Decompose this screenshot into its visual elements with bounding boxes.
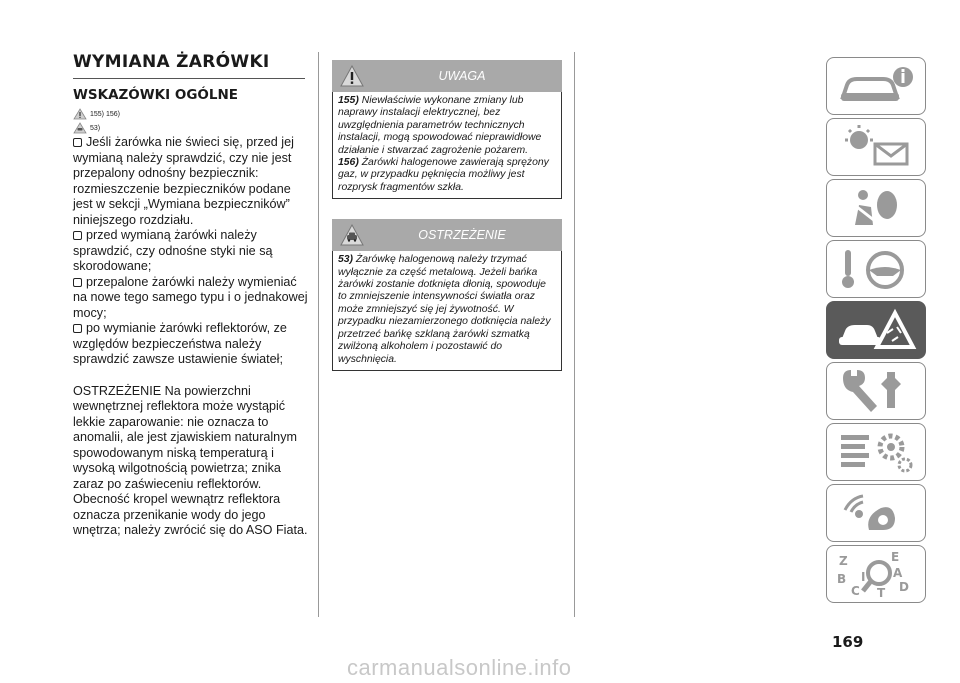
paragraph-text: po wymianie żarówki reflektorów, ze względów bezpieczeństwa należy sprawdzić zawsze ustawienie świateł;	[73, 321, 287, 366]
warning-box-body	[332, 92, 562, 199]
chapter-tabs	[826, 57, 930, 606]
section-subtitle: WSKAZÓWKI OGÓLNE	[73, 87, 239, 103]
warning-box-title: UWAGA	[438, 69, 486, 83]
checkbox-bullet-icon	[73, 138, 82, 147]
watermark: carmanualsonline.info	[347, 655, 572, 680]
tab-technical-data[interactable]	[826, 423, 926, 481]
tab-emergency[interactable]	[826, 301, 926, 359]
caution-box	[332, 219, 562, 371]
airbag-safety-icon	[837, 185, 917, 231]
warning-item	[338, 157, 556, 194]
paragraph-2	[73, 228, 309, 275]
index-letter: D	[899, 580, 909, 594]
technical-data-icon	[837, 429, 917, 475]
caution-box-title: OSTRZEŻENIE	[418, 228, 506, 243]
title-divider	[73, 78, 305, 79]
paragraph-1	[73, 135, 309, 228]
tab-car-info[interactable]	[826, 57, 926, 115]
breakdown-hazard-icon	[837, 307, 917, 353]
middle-column	[332, 60, 562, 371]
tab-warning-lights[interactable]	[826, 118, 926, 176]
warning-item	[338, 95, 556, 157]
page-number: 169	[832, 633, 864, 651]
key-steering-wheel-icon	[837, 246, 917, 292]
left-column	[73, 52, 309, 539]
index-letter: E	[891, 551, 900, 564]
caution-box-header	[332, 219, 562, 251]
index-letter: C	[851, 584, 860, 597]
multimedia-icon	[837, 490, 917, 536]
paragraph-text: przepalone żarówki należy wymieniać na nowe tego samego typu i o jednakowej mocy;	[73, 274, 308, 320]
index-letter: T	[877, 586, 886, 597]
paragraph-text: przed wymianą żarówki należy sprawdzić, czy odnośne styki nie są skorodowane;	[73, 228, 273, 273]
tab-maintenance[interactable]	[826, 362, 926, 420]
tab-safety[interactable]	[826, 179, 926, 237]
warning-triangle-icon	[340, 65, 364, 87]
caution-ref-numbers: 53)	[90, 124, 101, 132]
note-paragraph: OSTRZEŻENIE Na powierzchni wewnętrznej reflektora może wystąpić lekkie zaparowanie: nie oznacza to anomalii, ale jest zjawiskiem naturalnym spowodowanym niską temperaturą i wysoką wilgotnością powietrza; znika zaraz po zaświeceniu reflektorów. Obecność kropel wewnątrz reflektora oznacza przenikanie wody do jego wnętrza; należy zwrócić się do ASO Fiata.	[73, 383, 308, 537]
index-letter: Z	[839, 554, 848, 568]
caution-box-body	[332, 251, 562, 371]
index-search-icon	[837, 551, 917, 597]
checkbox-bullet-icon	[73, 324, 82, 333]
warning-lights-message-icon	[837, 124, 917, 170]
paragraph-text: Jeśli żarówka nie świeci się, przed jej wymianą należy sprawdzić, czy nie jest przepalony odnośny bezpiecznik: rozmieszczenie bezpieczników podane jest w sekcji „Wymiana bezpieczników” niniejszego rozdziału.	[73, 135, 294, 227]
warning-item-text: Niewłaściwie wykonane zmiany lub naprawy instalacji elektrycznej, bez uwzględnienia parametrów technicznych instalacji, mogą spowodować nieprawidłowe działanie i stwarzać zagrożenie pożarem.	[338, 95, 542, 156]
caution-item-text: Żarówkę halogenową należy trzymać wyłącznie za część metalową. Jeżeli bańka żarówki zostanie dotknięta dłonią, spowoduje to zmniejszenie intensywności światła oraz może zmniejszyć się jej żywotność. W przypadku niezamierzonego dotknięcia należy przetrzeć bańkę szklaną żarówki szmatką zwilżoną alkoholem i pozostawić do wyschnięcia.	[338, 254, 551, 365]
warning-item-number: 155)	[338, 95, 359, 106]
warning-item-text: Żarówki halogenowe zawierają sprężony gaz, w przypadku pęknięcia możliwy jest rozprysk fragmentów szkła.	[338, 157, 549, 193]
index-letter: B	[837, 572, 847, 586]
warning-box	[332, 60, 562, 199]
index-letter: A	[893, 566, 903, 580]
paragraph-3	[73, 275, 309, 322]
column-divider-right	[574, 52, 575, 617]
warning-item-number: 156)	[338, 157, 359, 169]
caution-car-icon	[73, 122, 87, 134]
warning-box-header	[332, 60, 562, 92]
warning-references	[73, 107, 309, 121]
index-letter: I	[861, 570, 866, 584]
paragraph-4	[73, 321, 309, 368]
column-divider-left	[318, 52, 319, 617]
warning-triangle-icon	[73, 108, 87, 120]
page-title: WYMIANA ŻARÓWKI	[73, 52, 270, 72]
car-info-icon	[837, 63, 917, 109]
caution-item	[338, 254, 556, 366]
maintenance-tools-icon	[837, 368, 917, 414]
tab-multimedia[interactable]	[826, 484, 926, 542]
tab-starting-driving[interactable]	[826, 240, 926, 298]
checkbox-bullet-icon	[73, 231, 82, 240]
caution-references	[73, 121, 309, 135]
tab-index[interactable]	[826, 545, 926, 603]
warning-ref-numbers: 155) 156)	[90, 110, 120, 118]
caution-car-icon	[340, 224, 364, 246]
checkbox-bullet-icon	[73, 278, 82, 287]
caution-item-number: 53)	[338, 254, 354, 266]
